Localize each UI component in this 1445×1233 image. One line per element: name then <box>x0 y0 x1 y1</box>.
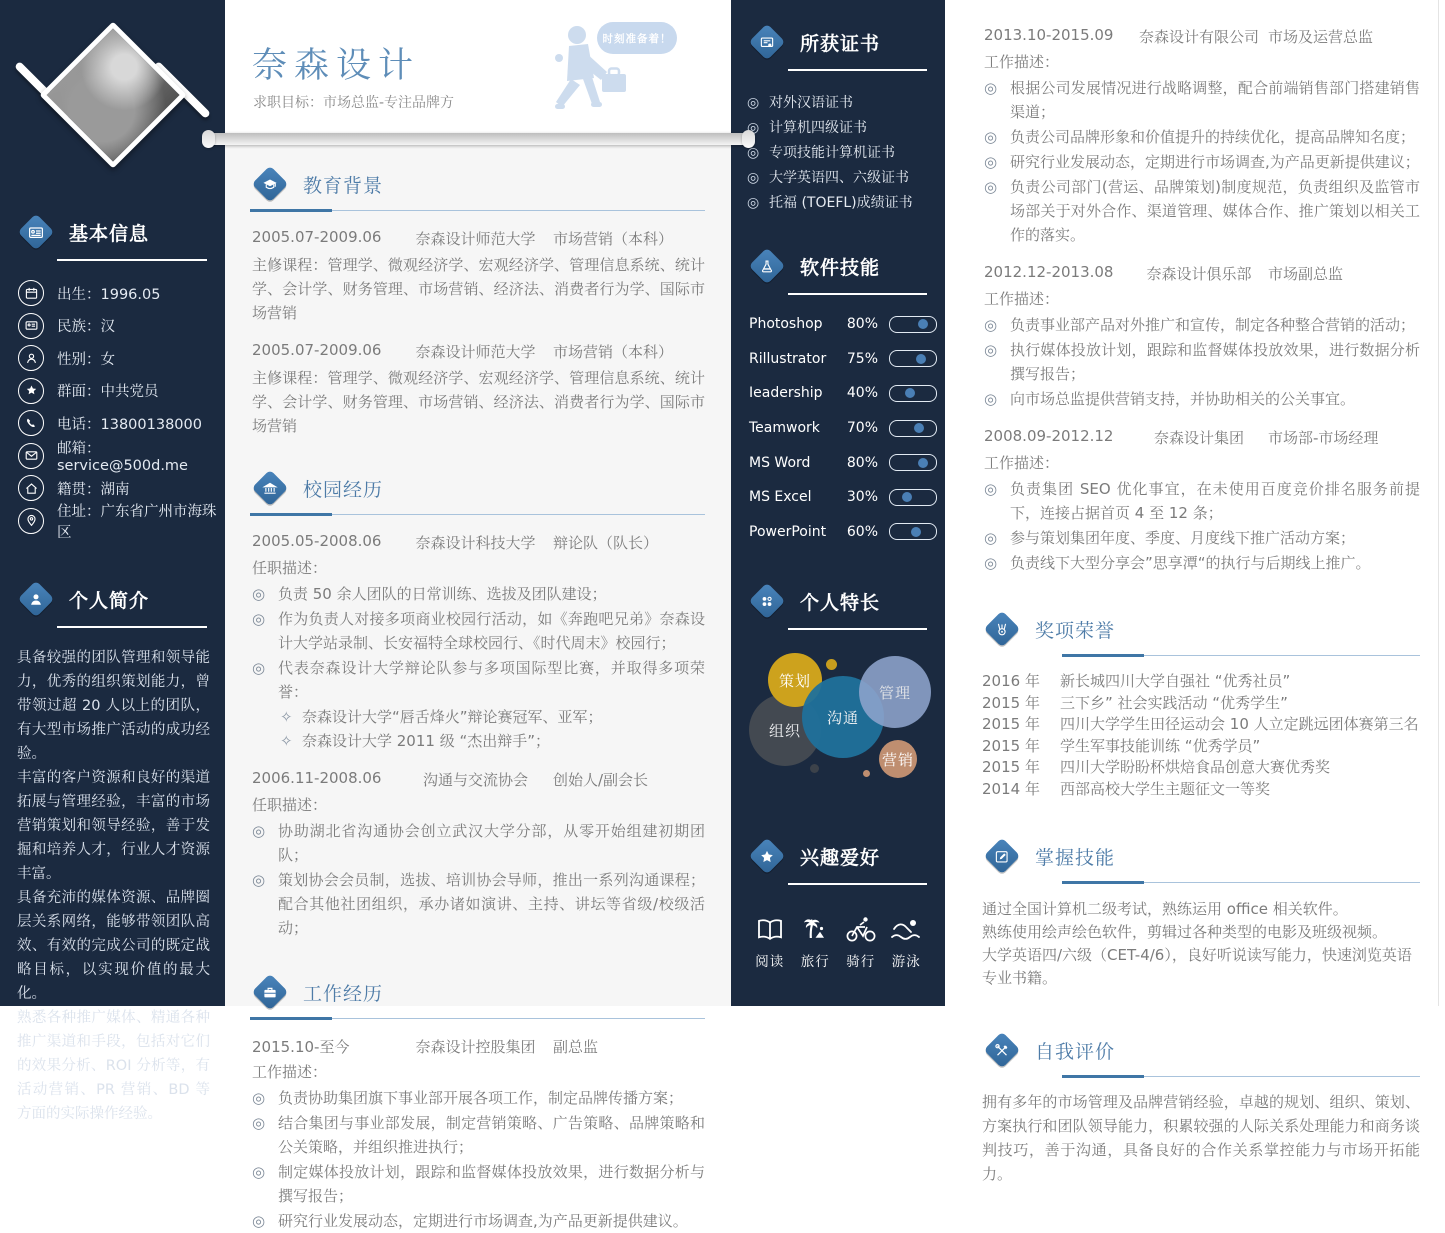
experience-bullets <box>982 313 1420 411</box>
section-rule <box>788 293 927 295</box>
bubble-label: 管理 <box>878 683 911 702</box>
awards-header <box>982 609 1420 649</box>
job-objective: 求职目标：市场总监-专注品牌方 <box>253 95 455 111</box>
mastery-title: 掌握技能 <box>1035 846 1116 869</box>
skill-slider <box>889 523 937 540</box>
mastery-lines <box>982 898 1420 990</box>
info-item-label: 出生：1996.05 <box>57 286 161 303</box>
evaluation-header <box>982 1030 1420 1070</box>
entry-org: 奈森设计科技大学 <box>415 534 536 552</box>
campus-bullets <box>250 819 705 940</box>
graduation-cap-icon <box>250 164 290 204</box>
award-text: 西部高校大学生主题征文一等奖 <box>1060 779 1271 798</box>
info-item-birth <box>0 277 225 310</box>
campus-title: 校园经历 <box>303 478 384 501</box>
section-rule <box>250 209 705 212</box>
entry-company: 奈森设计有限公司 <box>1138 28 1259 46</box>
bubble-dot <box>863 770 870 777</box>
info-item-label: 群面：中共党员 <box>57 384 159 401</box>
skill-row <box>731 411 945 446</box>
strengths-title: 个人特长 <box>800 591 881 614</box>
info-item-label: 籍贯：湖南 <box>57 481 130 498</box>
entry-date: 2005.05-2008.06 <box>252 532 382 550</box>
skill-name: Ieadership <box>749 385 823 402</box>
mastery-line: 通过全国计算机二级考试，熟练运用 office 相关软件。 <box>982 900 1348 918</box>
entry-degree: 市场营销（本科） <box>553 343 674 361</box>
skill-slider <box>889 489 937 506</box>
tools-icon <box>982 1030 1022 1070</box>
awards-title: 奖项荣誉 <box>1035 619 1116 642</box>
profile-paragraph: 具备充沛的媒体资源、品牌圈层关系网络，能够带领团队高效、有效的完成公司的既定战略目标，以实现价值的最大化。 <box>17 890 210 1002</box>
experience-entries <box>982 0 1420 575</box>
skill-row <box>731 342 945 377</box>
info-item-label: 性别：女 <box>57 351 115 368</box>
bullet-item: ◎ 负责公司品牌形象和价值提升的持续优化，提高品牌知名度； <box>982 125 1420 149</box>
institution-icon <box>250 468 290 508</box>
entry-desc-label: 工作描述： <box>252 1063 328 1081</box>
bullet-item: ◎ 参与策划集团年度、季度、月度线下推广活动方案； <box>982 526 1420 550</box>
education-entry <box>250 228 705 325</box>
profile-photo <box>39 21 186 168</box>
entry-date: 2005.07-2009.06 <box>252 228 382 246</box>
award-list <box>982 671 1420 800</box>
award-year: 2014 年 <box>982 779 1040 798</box>
bullet-item: ◎ 负责线下大型分享会”思享潭“的执行与后期线上推广。 <box>982 551 1420 575</box>
hobby-reading <box>747 913 793 970</box>
header-divider <box>205 133 752 145</box>
work-entry-meta <box>252 1036 705 1057</box>
bubble-dot <box>810 764 819 773</box>
hobby-label: 旅行 <box>800 954 830 971</box>
work-entry <box>250 1036 705 1233</box>
education-entry-meta <box>252 341 705 362</box>
strengths-header <box>731 581 945 621</box>
entry-degree: 市场营销（本科） <box>553 230 674 248</box>
section-rule <box>788 69 927 71</box>
bullet-item: ◎ 负责集团 SEO 优化事宜，在未使用百度竞价排名服务前提下，连接占据首页 4 至 12 条； <box>982 477 1420 525</box>
id-card-icon <box>16 212 56 252</box>
education-courses: 主修课程：管理学、微观经济学、宏观经济学、管理信息系统、统计学、会计学、财务管理、市场营销、经济法、消费者行为学、国际市场营销 <box>252 256 705 322</box>
info-item-address <box>0 503 225 541</box>
entry-desc-label: 工作描述： <box>984 53 1060 71</box>
info-item-party <box>0 375 225 408</box>
entry-desc-label: 工作描述： <box>984 290 1060 308</box>
palm-tree-icon <box>793 913 839 943</box>
basic-info-header <box>0 212 225 252</box>
skill-row <box>731 515 945 550</box>
mastery-header <box>982 836 1420 876</box>
left-sidebar <box>0 0 225 1122</box>
award-row <box>982 779 1420 801</box>
entry-org: 沟通与交流协会 <box>422 771 528 789</box>
section-rule <box>57 259 207 261</box>
info-item-label: 电话：13800138000 <box>57 416 202 433</box>
campus-entry <box>250 532 705 753</box>
location-icon <box>18 508 44 534</box>
entry-desc-label: 任职描述： <box>252 796 328 814</box>
entry-school: 奈森设计师范大学 <box>415 230 536 248</box>
section-rule <box>1062 1075 1420 1078</box>
bullet-item: ◎ 研究行业发展动态，定期进行市场调查,为产品更新提供建议； <box>982 150 1420 174</box>
info-item-email <box>0 440 225 473</box>
campus-subbullets <box>250 705 705 753</box>
hobby-label: 游泳 <box>891 954 921 971</box>
basic-info-list <box>0 277 225 541</box>
experience-entry-meta <box>984 427 1420 448</box>
bullet-item: ◎ 负责事业部产品对外推广和宣传，制定各种整合营销的活动； <box>982 313 1420 337</box>
certificate-icon <box>747 22 787 62</box>
info-item-label: 民族：汉 <box>57 319 115 336</box>
hobby-row <box>731 913 945 970</box>
skill-slider <box>889 350 937 367</box>
experience-entry <box>982 263 1420 411</box>
campus-section <box>225 468 731 940</box>
star-icon <box>747 836 787 876</box>
person-icon <box>16 579 56 619</box>
experience-entry-meta <box>984 263 1420 284</box>
bullet-item: ◎ 协助湖北省沟通协会创立武汉大学分部，从零开始组建初期团队； <box>250 819 705 867</box>
bullet-item: ◎ 策划协会会员制，选拔、培训协会导师，推出一系列沟通课程；配合其他社团组织，承办诸如演讲、主持、讲坛等省级/校级活动； <box>250 868 705 940</box>
profile-paragraph: 具备较强的团队管理和领导能力，优秀的组织策划能力，曾带领过超 20 人以上的团队，有大型市场推广活动的成功经验。 <box>17 650 210 762</box>
skill-slider-dot <box>902 492 912 502</box>
skill-slider <box>889 316 937 333</box>
skill-row <box>731 376 945 411</box>
campus-entry-meta <box>252 769 705 790</box>
work-title: 工作经历 <box>303 982 384 1005</box>
right-column <box>945 0 1445 1183</box>
mastery-line: 大学英语四/六级（CET-4/6），良好听说读写能力，快速浏览英语专业书籍。 <box>982 946 1412 987</box>
experience-bullets <box>982 76 1420 247</box>
profile-title: 个人简介 <box>69 589 150 612</box>
hobby-swimming <box>884 913 930 970</box>
bubble-dot <box>826 659 837 670</box>
entry-date: 2012.12-2013.08 <box>984 263 1114 281</box>
section-rule <box>250 1017 705 1020</box>
skill-slider-dot <box>918 458 928 468</box>
bullet-item: ◎ 执行媒体投放计划，跟踪和监督媒体投放效果，进行数据分析撰写报告； <box>982 338 1420 386</box>
flask-icon <box>747 246 787 286</box>
education-entry-meta <box>252 228 705 249</box>
skill-percent: 80% <box>846 316 878 333</box>
info-item-phone <box>0 407 225 440</box>
bubble-label: 策划 <box>778 671 811 690</box>
evaluation-title: 自我评价 <box>1035 1040 1116 1063</box>
bullet-item: ◎ 根据公司发展情况进行战略调整，配合前端销售部门搭建销售渠道； <box>982 76 1420 124</box>
main-column <box>225 0 731 1230</box>
mastery-line: 熟练使用绘声绘色软件，剪辑过各种类型的电影及班级视频。 <box>982 923 1388 941</box>
experience-entry-meta <box>984 26 1420 47</box>
info-item-label: 邮箱：service@500d.me <box>57 441 188 475</box>
experience-entry <box>982 427 1420 575</box>
section-rule <box>57 626 207 628</box>
education-header <box>250 164 705 204</box>
speech-bubble-text: 时刻准备着！ <box>602 32 672 45</box>
certificate-item: ◎ 专项技能计算机证书 <box>731 141 945 166</box>
entry-desc-label: 任职描述： <box>252 559 328 577</box>
entry-date: 2013.10-2015.09 <box>984 26 1114 44</box>
phone-icon <box>18 410 44 436</box>
section-rule <box>1062 881 1420 884</box>
entry-date: 2006.11-2008.06 <box>252 769 382 787</box>
experience-bullets <box>982 477 1420 575</box>
entry-desc-label: 工作描述： <box>984 454 1060 472</box>
hobby-travel <box>793 913 839 970</box>
profile-header <box>0 579 225 619</box>
entry-date: 2005.07-2009.06 <box>252 341 382 359</box>
bubble-management <box>859 656 931 728</box>
entry-role: 创始人/副会长 <box>553 771 649 789</box>
bullet-item: ◎ 结合集团与事业部发展，制定营销策略、广告策略、品牌策略和公关策略，并组织推进执行； <box>250 1111 705 1159</box>
skill-name: MS Word <box>749 454 811 471</box>
award-year: 2015 年 <box>982 736 1040 755</box>
education-section <box>225 164 731 438</box>
award-row <box>982 671 1420 693</box>
dots-grid-icon <box>747 581 787 621</box>
basic-info-title: 基本信息 <box>69 222 150 245</box>
skill-percent: 75% <box>846 350 878 367</box>
info-item-ethnicity <box>0 310 225 343</box>
entry-role: 辩论队（队长） <box>553 534 659 552</box>
skill-percent: 30% <box>846 489 878 506</box>
campus-bullets <box>250 582 705 704</box>
award-year: 2015 年 <box>982 758 1040 776</box>
speech-bubble <box>597 22 677 54</box>
certificate-item: ◎ 大学英语四、六级证书 <box>731 166 945 191</box>
entry-role: 副总监 <box>553 1038 599 1056</box>
hobby-cycling <box>838 913 884 970</box>
info-item-gender <box>0 342 225 375</box>
info-item-label: 住址：广东省广州市海珠区 <box>57 503 217 541</box>
bubble-label: 沟通 <box>826 708 859 727</box>
education-courses: 主修课程：管理学、微观经济学、宏观经济学、管理信息系统、统计学、会计学、财务管理、市场营销、经济法、消费者行为学、国际市场营销 <box>252 369 705 435</box>
evaluation-text: 拥有多年的市场管理及品牌营销经验，卓越的规划、组织、策划、方案执行和团队领导能力，积累较强的人际关系处理能力和商务谈判技巧，善于沟通，具备良好的合作关系掌控能力与市场开拓能力。 <box>982 1093 1420 1183</box>
bullet-item: ◎ 负责 50 余人团队的日常训练、选拔及团队建设； <box>250 582 705 606</box>
skill-slider-dot <box>911 527 921 537</box>
education-entry <box>250 341 705 438</box>
software-skills-header <box>731 246 945 286</box>
entry-date: 2015.10-至今 <box>252 1038 350 1056</box>
education-title: 教育背景 <box>303 174 384 197</box>
briefcase-icon <box>250 972 290 1012</box>
work-bullets <box>250 1086 705 1233</box>
swimmer-icon <box>884 913 930 943</box>
award-text: 新长城四川大学自强社 “优秀社员” <box>1060 672 1291 690</box>
bullet-item: ◎ 代表奈森设计大学辩论队参与多项国际型比赛，并取得多项荣誉： <box>250 656 705 704</box>
skill-name: Photoshop <box>749 316 823 333</box>
campus-header <box>250 468 705 508</box>
hobby-label: 阅读 <box>755 954 785 971</box>
hobbies-section <box>731 836 945 970</box>
hobby-label: 骑行 <box>846 954 876 971</box>
basic-info-section <box>0 212 225 541</box>
bubble-label: 组织 <box>768 721 801 740</box>
skill-percent: 40% <box>846 385 878 402</box>
skill-row <box>731 307 945 342</box>
skill-name: MS Excel <box>749 489 812 506</box>
software-skills-title: 软件技能 <box>800 256 881 279</box>
skill-slider <box>889 454 937 471</box>
strengths-bubble-chart <box>731 642 945 802</box>
candidate-name: 奈森设计 <box>252 46 421 86</box>
campus-entry <box>250 769 705 940</box>
skill-list <box>731 307 945 549</box>
mail-icon <box>18 443 44 469</box>
award-text: 三下乡” 社会实践活动 “优秀学生” <box>1060 693 1288 712</box>
sub-bullet-item: ✧ 奈森设计大学“唇舌烽火”辩论赛冠军、亚军； <box>250 705 705 729</box>
award-year: 2015 年 <box>982 693 1040 712</box>
award-row <box>982 736 1420 758</box>
pencil-icon <box>982 836 1022 876</box>
entry-role: 市场及运营总监 <box>1268 28 1374 46</box>
skill-percent: 60% <box>846 523 878 540</box>
skill-row <box>731 480 945 515</box>
bullet-item: ◎ 作为负责人对接多项商业校园行活动，如《奔跑吧兄弟》奈森设计大学站录制、长安福特全球校园行、《时代周末》校园行； <box>250 607 705 655</box>
work-header <box>250 972 705 1012</box>
book-icon <box>747 913 793 943</box>
section-rule <box>250 513 705 516</box>
id-card-icon <box>18 313 44 339</box>
skill-slider-dot <box>905 388 915 398</box>
skill-name: PowerPoint <box>749 523 827 540</box>
entry-company: 奈森设计集团 <box>1153 429 1244 447</box>
bullet-item: ◎ 负责公司部门(营运、品牌策划)制度规范，负责组织及监管市场部关于对外合作、渠道管理、媒体合作、推广策划以相关工作的落实。 <box>982 175 1420 247</box>
skill-slider-dot <box>914 423 924 433</box>
award-year: 2016 年 <box>982 672 1040 690</box>
bubble-marketing <box>879 740 917 778</box>
skill-row <box>731 445 945 480</box>
work-section <box>225 972 731 1233</box>
certificates-section <box>731 22 945 216</box>
award-text: 学生军事技能训练 “优秀学员” <box>1060 736 1261 755</box>
campus-entry-meta <box>252 532 705 553</box>
skill-percent: 80% <box>846 454 878 471</box>
award-row <box>982 757 1420 779</box>
skill-slider-dot <box>918 319 928 329</box>
bullet-item: ◎ 负责协助集团旗下事业部开展各项工作，制定品牌传播方案； <box>250 1086 705 1110</box>
entry-role: 市场部-市场经理 <box>1268 429 1379 447</box>
skill-slider-dot <box>916 354 926 364</box>
award-text: 四川大学盼盼杯烘焙食品创意大赛优秀奖 <box>1060 758 1331 776</box>
calendar-icon <box>18 280 44 306</box>
bullet-item: ◎ 向市场总监提供营销支持，并协助相关的公关事宜。 <box>982 387 1420 411</box>
skill-slider <box>889 385 937 402</box>
certificates-header <box>731 22 945 62</box>
award-row <box>982 714 1420 736</box>
party-emblem-icon <box>18 378 44 404</box>
award-row <box>982 693 1420 715</box>
home-icon <box>18 475 44 501</box>
dark-middle-column <box>731 0 945 1006</box>
software-skills-section <box>731 246 945 549</box>
entry-company: 奈森设计俱乐部 <box>1146 265 1252 283</box>
entry-company: 奈森设计控股集团 <box>415 1038 536 1056</box>
photo-area <box>0 0 225 202</box>
profile-paragraph: 丰富的客户资源和良好的渠道拓展与管理经验，丰富的市场营销策划和领导经验，善于发掘和培养人才，行业人才资源丰富。 <box>17 770 210 882</box>
medal-icon <box>982 609 1022 649</box>
profile-paragraphs <box>17 646 210 1126</box>
certificates-list <box>731 91 945 216</box>
certificates-title: 所获证书 <box>800 32 881 55</box>
skill-name: Teamwork <box>749 420 820 437</box>
resume-header <box>225 0 731 140</box>
sub-bullet-item: ✧ 奈森设计大学 2011 级 “杰出辩手”； <box>250 729 705 753</box>
bullet-item: ◎ 研究行业发展动态，定期进行市场调查,为产品更新提供建议。 <box>250 1209 705 1233</box>
skill-name: Rillustrator <box>749 350 827 367</box>
certificate-item: ◎ 对外汉语证书 <box>731 91 945 116</box>
certificate-item: ◎ 托福 (TOEFL)成绩证书 <box>731 191 945 216</box>
bubble-label: 营销 <box>881 750 914 769</box>
bicycle-icon <box>838 913 884 943</box>
profile-photo-image <box>43 25 183 165</box>
skill-percent: 70% <box>846 420 878 437</box>
section-rule <box>788 628 927 630</box>
profile-section <box>0 579 225 1126</box>
section-rule <box>1062 654 1420 657</box>
skill-slider <box>889 420 937 437</box>
hobbies-title: 兴趣爱好 <box>800 846 881 869</box>
award-year: 2015 年 <box>982 715 1040 733</box>
profile-paragraph: 熟悉各种推广媒体、精通各种推广渠道和手段，包括对它们的效果分析、ROI 分析等，有活动营销、PR 营销、BD 等方面的实际操作经验。 <box>17 1010 210 1122</box>
strengths-section <box>731 581 945 802</box>
section-rule <box>788 883 927 885</box>
bullet-item: ◎ 制定媒体投放计划，跟踪和监督媒体投放效果，进行数据分析与撰写报告； <box>250 1160 705 1208</box>
hobbies-header <box>731 836 945 876</box>
experience-entry <box>982 26 1420 247</box>
entry-date: 2008.09-2012.12 <box>984 427 1114 445</box>
entry-role: 市场副总监 <box>1268 265 1344 283</box>
award-text: 四川大学学生田径运动会 10 人立定跳远团体赛第三名 <box>1060 715 1419 733</box>
certificate-item: ◎ 计算机四级证书 <box>731 116 945 141</box>
user-icon <box>18 345 44 371</box>
entry-school: 奈森设计师范大学 <box>415 343 536 361</box>
